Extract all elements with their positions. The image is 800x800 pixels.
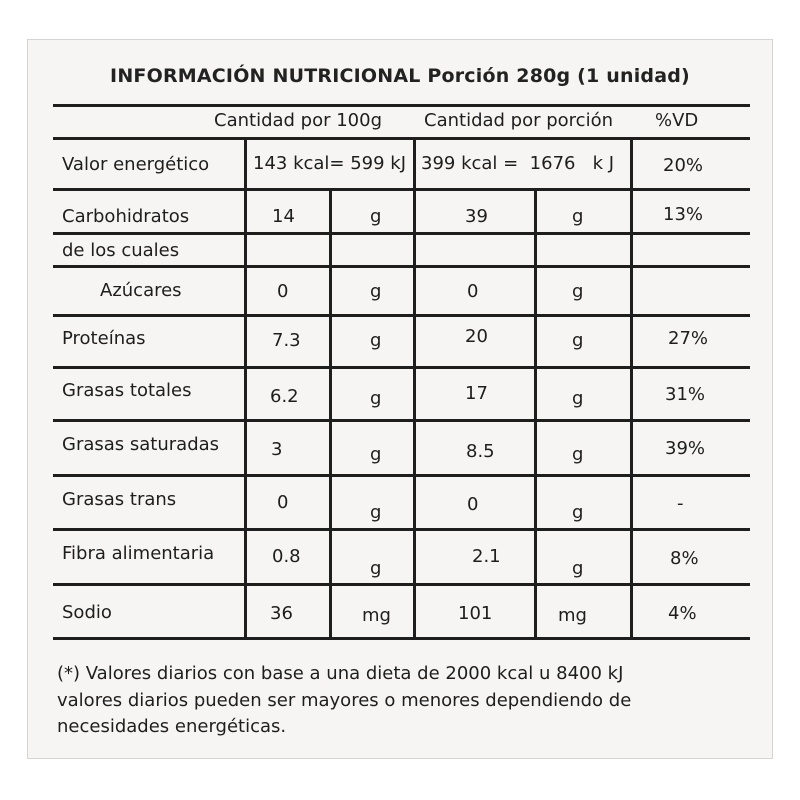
row-grasas-totales-label: Grasas totales	[62, 380, 192, 401]
row-carbohidratos-vd: 13%	[663, 204, 704, 225]
row-grasas-saturadas-vd: 39%	[665, 438, 706, 459]
energy-per-portion: 399 kcal = 1676 k J	[421, 153, 615, 174]
row-sodio-u100: mg	[362, 605, 391, 626]
rule-grasas-saturadas	[53, 474, 750, 477]
row-grasas-trans-u100: g	[370, 502, 382, 523]
row-decuales-label: de los cuales	[62, 240, 180, 261]
footnote	[57, 661, 631, 741]
row-sodio-v100: 36	[270, 603, 293, 624]
row-proteinas-u100: g	[370, 330, 382, 351]
col-divider-unitportion	[534, 188, 537, 639]
energy-label: Valor energético	[62, 154, 210, 175]
row-grasas-trans-vp: 0	[467, 494, 479, 515]
row-fibra-up: g	[572, 558, 584, 579]
row-proteinas-v100: 7.3	[272, 330, 301, 351]
row-proteinas-label: Proteínas	[62, 328, 146, 349]
row-grasas-saturadas-up: g	[572, 444, 584, 465]
rule-grasas-trans	[53, 528, 750, 531]
rule-proteinas	[53, 366, 750, 369]
row-grasas-totales-v100: 6.2	[270, 386, 299, 407]
row-carbohidratos-label: Carbohidratos	[62, 206, 190, 227]
col-divider-vd	[630, 137, 633, 639]
row-proteinas-vp: 20	[465, 326, 488, 347]
rule-grasas-totales	[53, 419, 750, 422]
row-carbohidratos-u100: g	[370, 206, 382, 227]
row-azucares-vp: 0	[467, 281, 479, 302]
row-azucares-label: Azúcares	[100, 280, 182, 301]
row-azucares-u100: g	[370, 281, 382, 302]
row-grasas-trans-up: g	[572, 502, 584, 523]
header-vd: %VD	[655, 110, 699, 131]
row-grasas-totales-u100: g	[370, 388, 382, 409]
row-grasas-trans-vd: -	[677, 493, 684, 514]
row-grasas-saturadas-vp: 8.5	[466, 441, 495, 462]
rule-carb	[53, 232, 750, 235]
row-grasas-totales-vp: 17	[465, 383, 488, 404]
col-divider-label	[244, 137, 247, 639]
rule-fibra	[53, 583, 750, 586]
row-grasas-saturadas-v100: 3	[271, 439, 283, 460]
row-carbohidratos-up: g	[572, 206, 584, 227]
header-per-portion: Cantidad por porción	[424, 110, 613, 131]
col-divider-portion	[413, 137, 416, 639]
energy-vd: 20%	[663, 155, 704, 176]
footnote-line-3: necesidades energéticas.	[57, 716, 287, 737]
row-sodio-label: Sodio	[62, 602, 112, 623]
rule-azucares	[53, 314, 750, 317]
row-grasas-trans-v100: 0	[277, 492, 289, 513]
row-proteinas-vd: 27%	[668, 328, 709, 349]
row-grasas-totales-vd: 31%	[665, 384, 706, 405]
rule-sodio	[53, 637, 750, 640]
rule-decuales	[53, 265, 750, 268]
row-sodio-vd: 4%	[668, 603, 697, 624]
row-fibra-v100: 0.8	[272, 546, 301, 567]
row-grasas-saturadas-u100: g	[370, 444, 382, 465]
row-fibra-vp: 2.1	[472, 546, 501, 567]
rule-header	[53, 137, 750, 140]
row-grasas-trans-label: Grasas trans	[62, 489, 177, 510]
row-grasas-saturadas-label: Grasas saturadas	[62, 434, 220, 455]
col-divider-unit100	[329, 188, 332, 639]
row-azucares-up: g	[572, 281, 584, 302]
row-fibra-u100: g	[370, 558, 382, 579]
row-grasas-totales-up: g	[572, 388, 584, 409]
energy-per-100g: 143 kcal= 599 kJ	[253, 153, 407, 174]
header-per-100g: Cantidad por 100g	[214, 110, 383, 131]
label-title: INFORMACIÓN NUTRICIONAL Porción 280g (1 unidad)	[110, 65, 690, 87]
row-sodio-up: mg	[558, 605, 587, 626]
row-carbohidratos-vp: 39	[465, 206, 488, 227]
rule-top	[53, 104, 750, 107]
footnote-line-1: (*) Valores diarios con base a una dieta de 2000 kcal u 8400 kJ	[57, 663, 624, 684]
row-sodio-vp: 101	[458, 603, 493, 624]
row-carbohidratos-v100: 14	[272, 206, 295, 227]
row-azucares-v100: 0	[277, 281, 289, 302]
rule-energy	[53, 188, 750, 191]
row-fibra-vd: 8%	[670, 548, 699, 569]
footnote-line-2: valores diarios pueden ser mayores o menores dependiendo de	[57, 689, 632, 711]
row-fibra-label: Fibra alimentaria	[62, 543, 215, 564]
row-proteinas-up: g	[572, 330, 584, 351]
